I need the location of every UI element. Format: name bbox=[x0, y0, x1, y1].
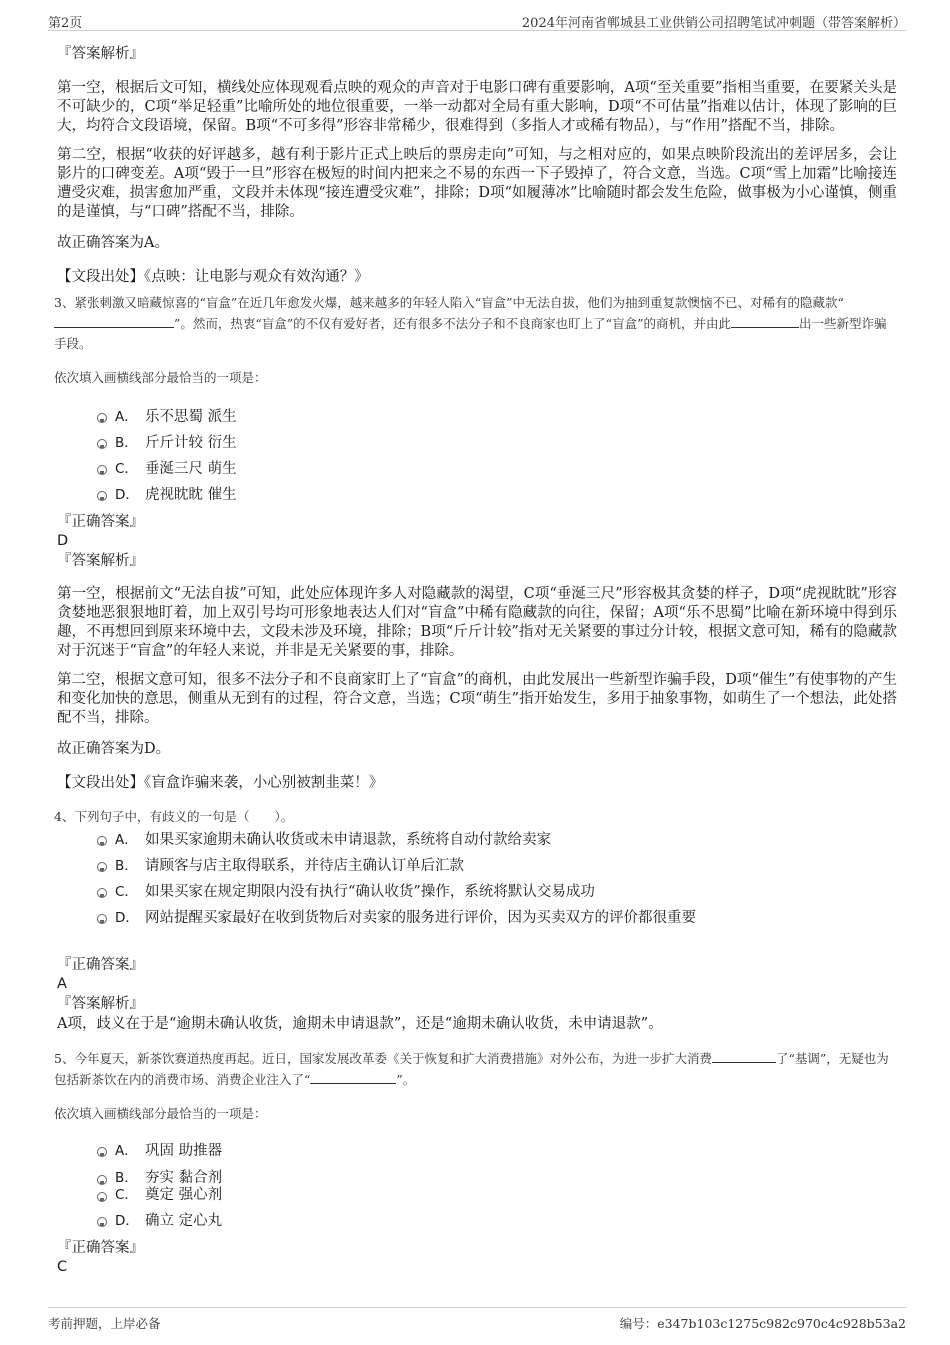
radio-icon[interactable] bbox=[97, 862, 107, 872]
q5-correct-answer: C bbox=[57, 1259, 68, 1275]
q3-stem-part2: ”。然而，热衷“盲盒”的不仅有爱好者，还有很多不法分子和不良商家也盯上了“盲盒”的商机，并由此 bbox=[174, 316, 731, 331]
q4-option-c[interactable]: C． 如果买家在规定期限内没有执行“确认收货”操作，系统将默认交易成功 bbox=[97, 879, 897, 905]
q2-analysis-p1: 第一空，根据后文可知，横线处应体现观看点映的观众的声音对于电影口碑有重要影响，A项“至关重要”指相当重要，在要紧关头是不可缺少的，C项“举足轻重”比喻所处的地位很重要，一举一动都对全局有重大影响，D项“不可估量”指难以估计，体现了影响的巨大，均符合文段语境，保留。B项“不可多得”形容非常稀少，很难得到（多指人才或稀有物品），与“作用”搭配不当，排除。 bbox=[57, 80, 897, 134]
q3-analysis-p1: 第一空，根据前文“无法自拔”可知，此处应体现许多人对隐藏款的渴望，C项“垂涎三尺”形容极其贪婪的样子，D项“虎视眈眈”形容贪婪地恶狠狠地盯着，加上双引号均可形象地表达人们对“盲盒”中稀有隐藏款的向往，保留；A项“乐不思蜀”比喻在新环境中得到乐趣，不再想回到原来环境中去，文段未涉及环境，排除；B项“斤斤计较”指对无关紧要的事过分计较，根据文意可知，稀有的隐藏款对于沉迷于“盲盒”的年轻人来说，并非是无关紧要的事，排除。 bbox=[57, 586, 897, 659]
page-footer bbox=[48, 1307, 906, 1334]
q2-analysis-p2: 第二空，根据“收获的好评越多，越有利于影片正式上映后的票房走向”可知，与之相对应的，如果点映阶段流出的差评居多，会让影片的口碑变差。A项“毁于一旦”形容在极短的时间内把来之不易的东西一下子毁掉了，符合文意，当选。C项“雪上加霜”比喻接连遭受灾难，损害愈加严重，文段并未体现“接连遭受灾难”，排除；D项“如履薄冰”比喻随时都会发生危险，做事极为小心谨慎，侧重的是谨慎，与“口碑”搭配不当，排除。 bbox=[57, 147, 897, 220]
q5-options bbox=[97, 1138, 897, 1234]
q4-stem: 4、下列句子中，有歧义的一句是（ ）。 bbox=[54, 809, 294, 824]
q3-option-d[interactable]: D． 虎视眈眈 催生 bbox=[97, 482, 897, 508]
q3-correct-label: 『正确答案』 bbox=[57, 514, 144, 530]
main-content bbox=[54, 44, 897, 1277]
q5-stem-part2: 了“基调”，无疑也为包括新茶饮在内的消费市场、消费企业注入了“ bbox=[54, 1051, 889, 1087]
q4-correct-answer: A bbox=[57, 976, 67, 992]
q4-analysis: A项，歧义在于是“逾期未确认收货，逾期未申请退款”，还是“逾期未确认收货，未申请退款”。 bbox=[57, 1016, 663, 1032]
q4-option-b[interactable]: B． 请顾客与店主取得联系，并待店主确认订单后汇款 bbox=[97, 853, 897, 879]
q4-options bbox=[97, 827, 897, 931]
q5-instruction: 依次填入画横线部分最恰当的一项是： bbox=[54, 1106, 267, 1121]
q5-blank-1 bbox=[712, 1048, 776, 1063]
q5-correct-label: 『正确答案』 bbox=[57, 1240, 144, 1256]
question-5 bbox=[54, 1048, 897, 1277]
q3-conclusion: 故正确答案为D。 bbox=[57, 741, 171, 757]
radio-icon[interactable] bbox=[97, 1217, 107, 1227]
q5-blank-2 bbox=[310, 1069, 396, 1084]
radio-icon[interactable] bbox=[97, 836, 107, 846]
footer-serial: 编号：e347b103c1275c982c970c4c928b53a2 bbox=[619, 1316, 906, 1331]
radio-icon[interactable] bbox=[97, 439, 107, 449]
q2-source: 【文段出处】《点映：让电影与观众有效沟通？》 bbox=[57, 269, 369, 285]
radio-icon[interactable] bbox=[97, 888, 107, 898]
q3-blank-2 bbox=[731, 313, 799, 328]
radio-icon[interactable] bbox=[97, 914, 107, 924]
q5-stem-part1: 5、今年夏天，新茶饮赛道热度再起。近日，国家发展改革委《关于恢复和扩大消费措施》对外公布，为进一步扩大消费 bbox=[54, 1051, 712, 1066]
q5-stem-part3: ”。 bbox=[396, 1072, 416, 1087]
q5-option-a[interactable]: A． 巩固 助推器 bbox=[97, 1138, 897, 1164]
q2-conclusion: 故正确答案为A。 bbox=[57, 235, 169, 251]
radio-icon[interactable] bbox=[97, 465, 107, 475]
question-4 bbox=[54, 807, 897, 1034]
q5-option-c[interactable]: C． 奠定 强心剂 bbox=[97, 1187, 897, 1204]
q3-option-a[interactable]: A． 乐不思蜀 派生 bbox=[97, 404, 897, 430]
q3-blank-1 bbox=[54, 313, 174, 328]
q5-stem bbox=[54, 1048, 897, 1090]
q5-option-b[interactable]: B． 夯实 黏合剂 bbox=[97, 1170, 897, 1187]
q3-option-b[interactable]: B． 斤斤计较 衍生 bbox=[97, 430, 897, 456]
footer-slogan: 考前押题，上岸必备 bbox=[48, 1316, 161, 1331]
q4-analysis-label: 『答案解析』 bbox=[57, 996, 144, 1012]
radio-icon[interactable] bbox=[97, 1175, 107, 1185]
q3-stem bbox=[54, 293, 897, 354]
q4-correct-label: 『正确答案』 bbox=[57, 957, 144, 973]
radio-icon[interactable] bbox=[97, 413, 107, 423]
q3-source: 【文段出处】《盲盒诈骗来袭，小心别被割韭菜！》 bbox=[57, 775, 384, 791]
q3-instruction: 依次填入画横线部分最恰当的一项是： bbox=[54, 370, 267, 385]
q3-stem-part1: 3、紧张刺激又暗藏惊喜的“盲盒”在近几年愈发火爆，越来越多的年轻人陷入“盲盒”中无法自拔，他们为抽到重复款懊恼不已、对稀有的隐藏款“ bbox=[54, 295, 844, 310]
radio-icon[interactable] bbox=[97, 491, 107, 501]
page-number: 第2页 bbox=[48, 16, 83, 31]
radio-icon[interactable] bbox=[97, 1192, 107, 1202]
q3-analysis-p2: 第二空，根据文意可知，很多不法分子和不良商家盯上了“盲盒”的商机，由此发展出一些新型诈骗手段，D项“催生”有使事物的产生和变化加快的意思，侧重从无到有的过程，符合文意，当选；C项“萌生”指开始发生，多用于抽象事物，如萌生了一个想法，此处搭配不当，排除。 bbox=[57, 672, 897, 726]
q5-option-d[interactable]: D． 确立 定心丸 bbox=[97, 1208, 897, 1234]
document-title: 2024年河南省郸城县工业供销公司招聘笔试冲刺题（带答案解析） bbox=[521, 16, 906, 31]
radio-icon[interactable] bbox=[97, 1147, 107, 1157]
q4-option-d[interactable]: D． 网站提醒买家最好在收到货物后对卖家的服务进行评价，因为买卖双方的评价都很重要 bbox=[97, 905, 897, 931]
q3-options bbox=[97, 404, 897, 508]
q3-analysis-label: 『答案解析』 bbox=[57, 553, 144, 569]
q3-option-c[interactable]: C． 垂涎三尺 萌生 bbox=[97, 456, 897, 482]
question-3 bbox=[54, 293, 897, 793]
q3-stem-part3: 出一些新型诈骗手段。 bbox=[54, 316, 887, 351]
page-header bbox=[48, 8, 906, 31]
q2-analysis-label: 『答案解析』 bbox=[57, 46, 144, 62]
q4-option-a[interactable]: A． 如果买家逾期未确认收货或未申请退款，系统将自动付款给卖家 bbox=[97, 827, 897, 853]
q3-correct-answer: D bbox=[57, 533, 69, 549]
